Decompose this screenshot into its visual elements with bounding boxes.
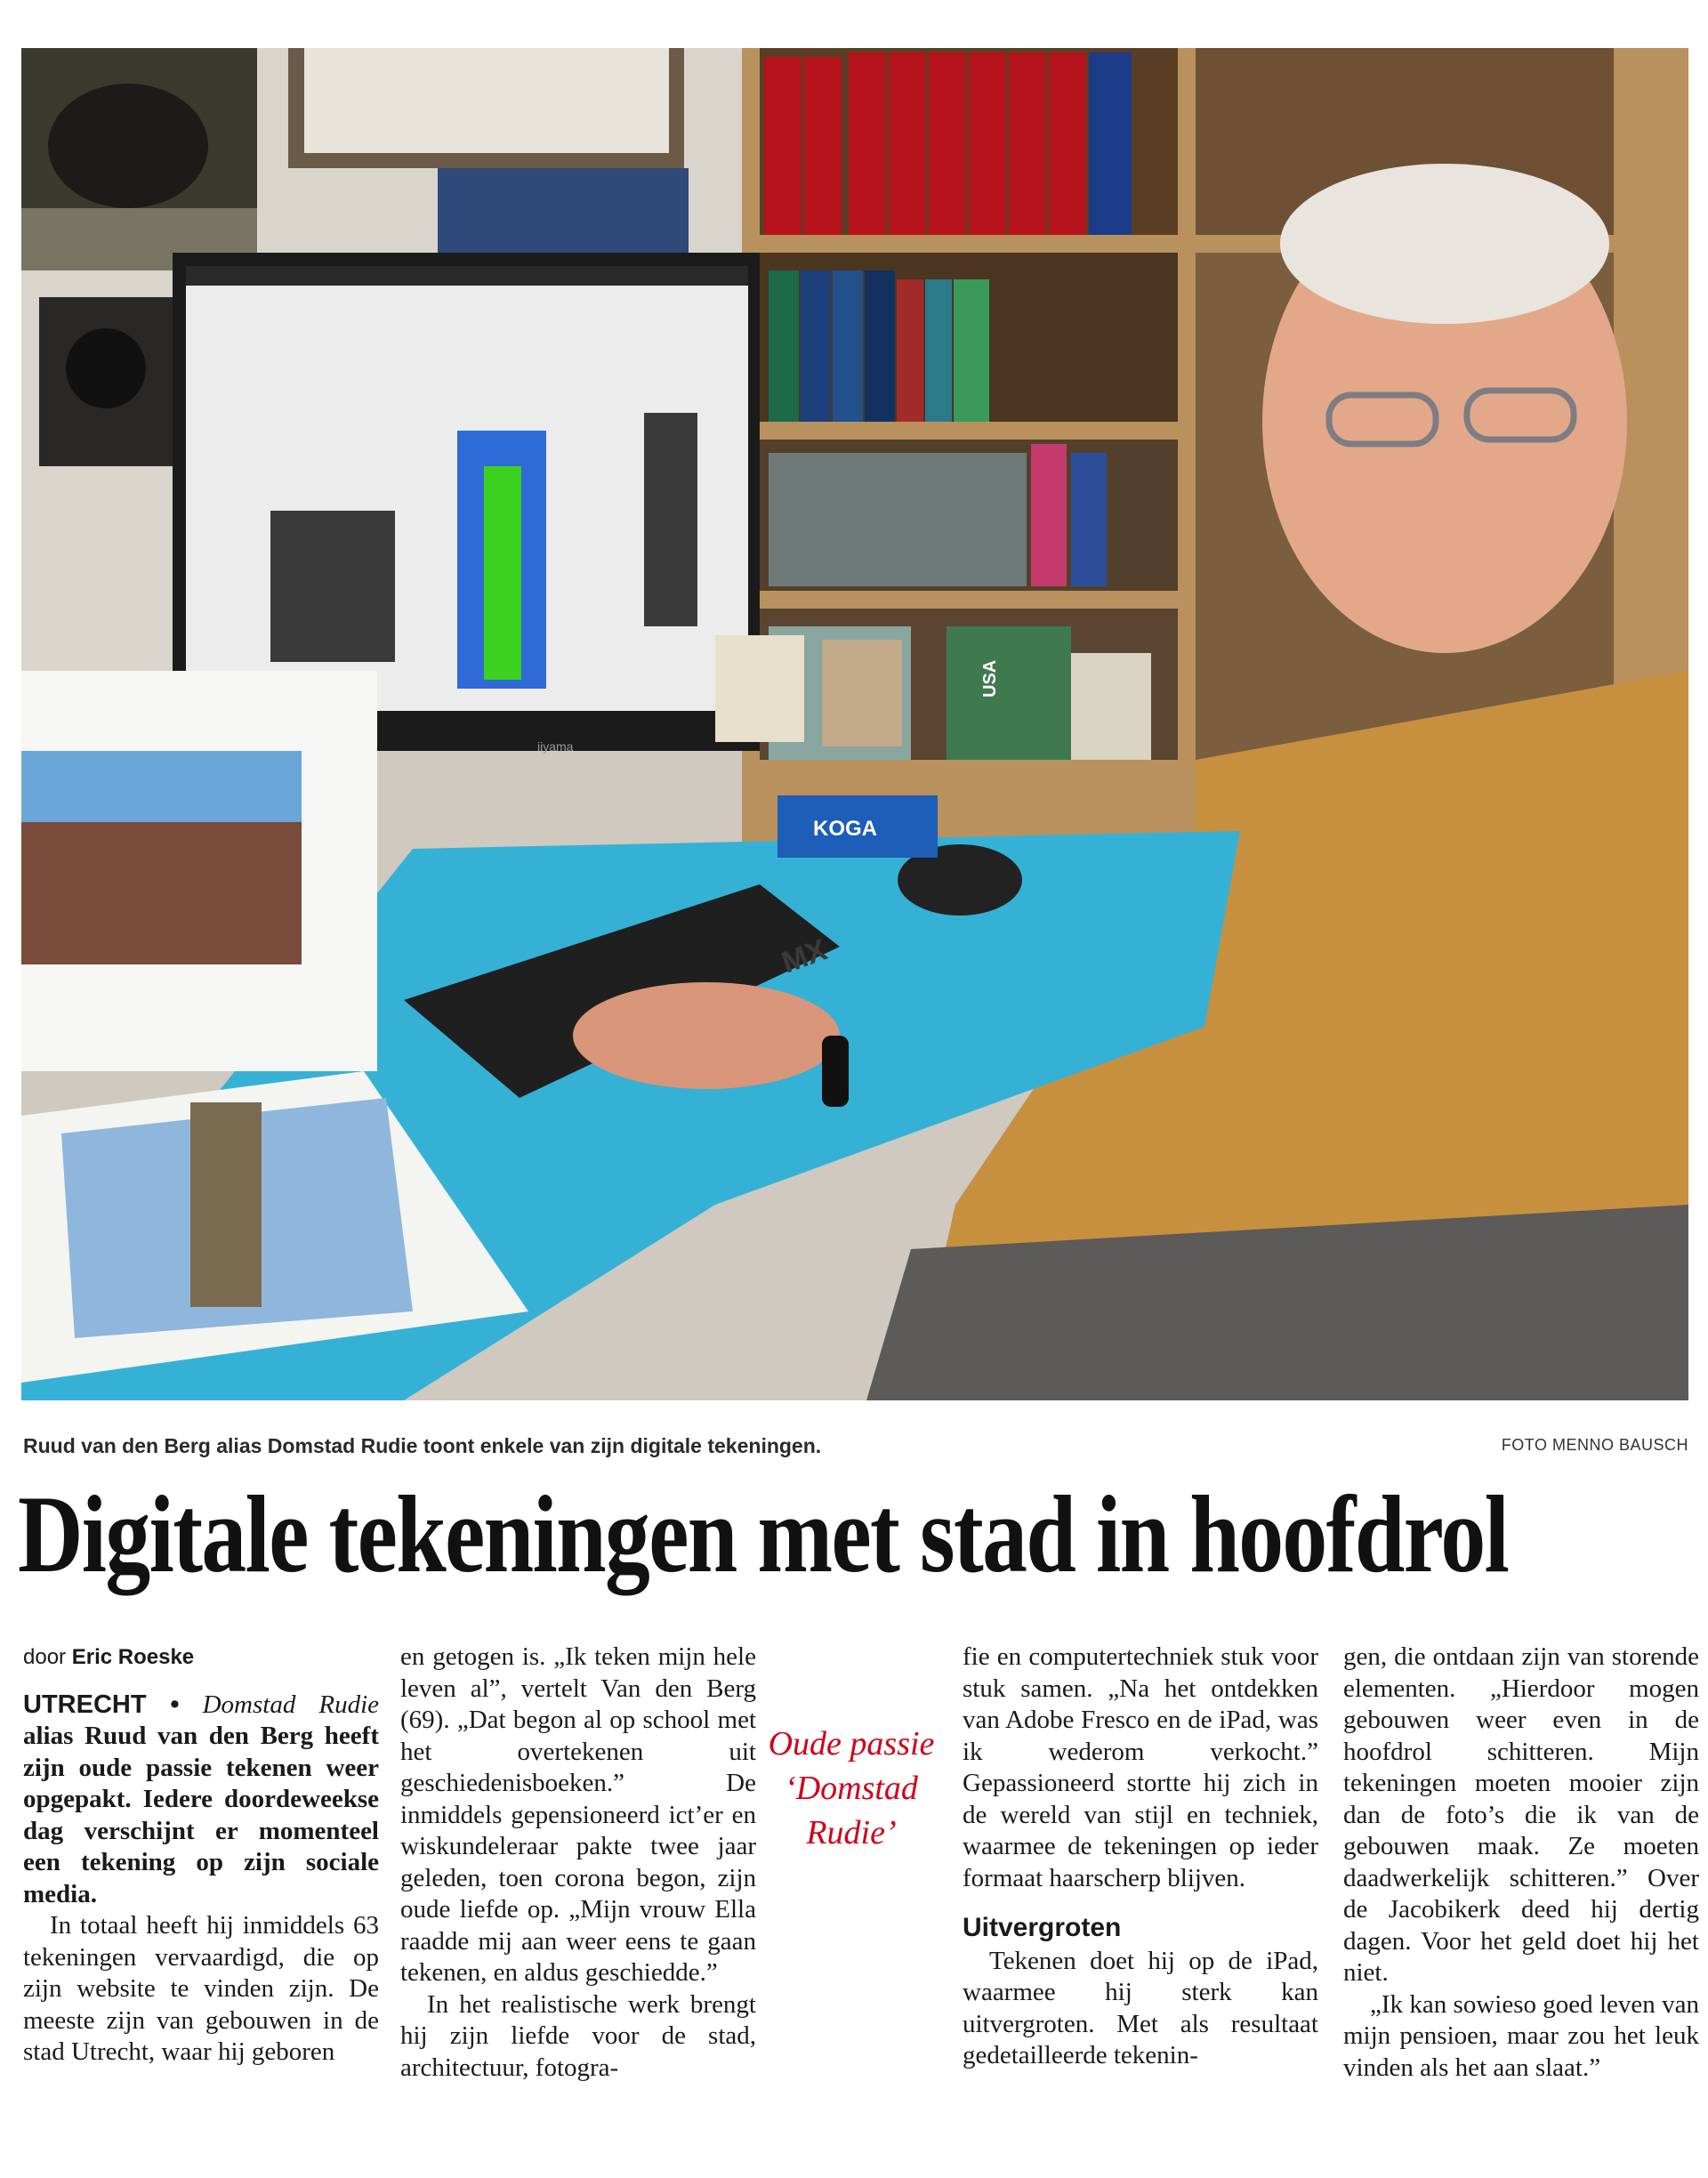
paragraph-2: In het realistische werk brengt hij zijn liefde voor de stad, architectuur, fotogra- — [400, 1989, 756, 2082]
column-2 — [400, 1642, 756, 2084]
paragraph-3-continued: gen, die ontdaan zijn van storende elementen. „Hierdoor mogen gebouwen weer even in de hoofdrol schitteren. Mijn tekeningen moeten mooier zijn dan de foto’s die ik van de gebouwen maak. Ze moeten daadwerkelijk schitteren.” Over de Jacobikerk deed hij dertig dagen. Voor het geld doet hij het niet. — [1343, 1642, 1699, 1987]
koga-label: KOGA — [813, 817, 877, 841]
article-photo — [21, 48, 1688, 1400]
byline-prefix: door — [23, 1645, 67, 1669]
paragraph-2-continued: fie en computertechniek stuk voor stuk samen. „Na het ontdekken van Adobe Fresco en de iPad, was ik wederom verkocht.” Gepassioneerd stortte hij zich in de wereld van stijl en techniek, waarmee de tekeningen op ieder formaat haarscherp blijven. — [963, 1642, 1318, 1892]
headline: Digitale tekeningen met stad in hoofdrol — [18, 1473, 1509, 1595]
column-4 — [1343, 1642, 1699, 2084]
lead-italic: Domstad Rudie — [202, 1690, 380, 1719]
keyboard-label: MX — [777, 932, 832, 980]
lead-paragraph — [23, 1690, 379, 1911]
paragraph-1-continued: en getogen is. „Ik teken mijn hele leven al”, vertelt Van den Berg (69). „Dat begon al op school met het overtekenen uit geschiedenisboeken.” De inmiddels gepensioneerd ict’er en wiskundeleraar pakte twee jaar geleden, toen corona begon, zijn oude liefde op. „Mijn vrouw Ella raadde mij aan weer eens te gaan tekenen, en aldus geschiedde.” — [400, 1642, 756, 1987]
book-usa-label: USA — [980, 659, 1000, 698]
column-1 — [23, 1642, 379, 2069]
column-3 — [963, 1642, 1318, 2072]
photo-credit: FOTO MENNO BAUSCH — [1501, 1436, 1688, 1454]
byline-author: Eric Roeske — [71, 1645, 195, 1669]
photo-illustration — [21, 48, 1688, 1400]
paragraph-3: Tekenen doet hij op de iPad, waarmee hij sterk kan uitvergroten. Met als resultaat gedetailleerde tekenin- — [963, 1946, 1318, 2069]
lead-bold: alias Ruud van den Berg heeft zijn oude passie tekenen weer opgepakt. Iedere doordeweekse dag verschijnt er momenteel een tekening op zijn sociale media. — [23, 1722, 379, 1908]
pull-quote: Oude passie ‘Domstad Rudie’ — [768, 1725, 935, 1851]
paragraph-1: In totaal heeft hij inmiddels 63 tekeningen vervaardigd, die op zijn website te vinden zijn. De meeste zijn van gebouwen in de stad Utrecht, waar hij geboren — [23, 1911, 379, 2066]
monitor-brand: iiyama — [537, 739, 574, 754]
dateline: UTRECHT • — [23, 1690, 180, 1719]
subheading: Uitvergroten — [963, 1913, 1122, 1942]
paragraph-4: „Ik kan sowieso goed leven van mijn pensioen, maar zou het leuk vinden als het aan slaat.” — [1343, 1989, 1699, 2082]
photo-caption — [23, 1434, 1688, 1463]
byline — [23, 1642, 379, 1674]
caption-text: Ruud van den Berg alias Domstad Rudie toont enkele van zijn digitale tekeningen. — [23, 1434, 822, 1457]
